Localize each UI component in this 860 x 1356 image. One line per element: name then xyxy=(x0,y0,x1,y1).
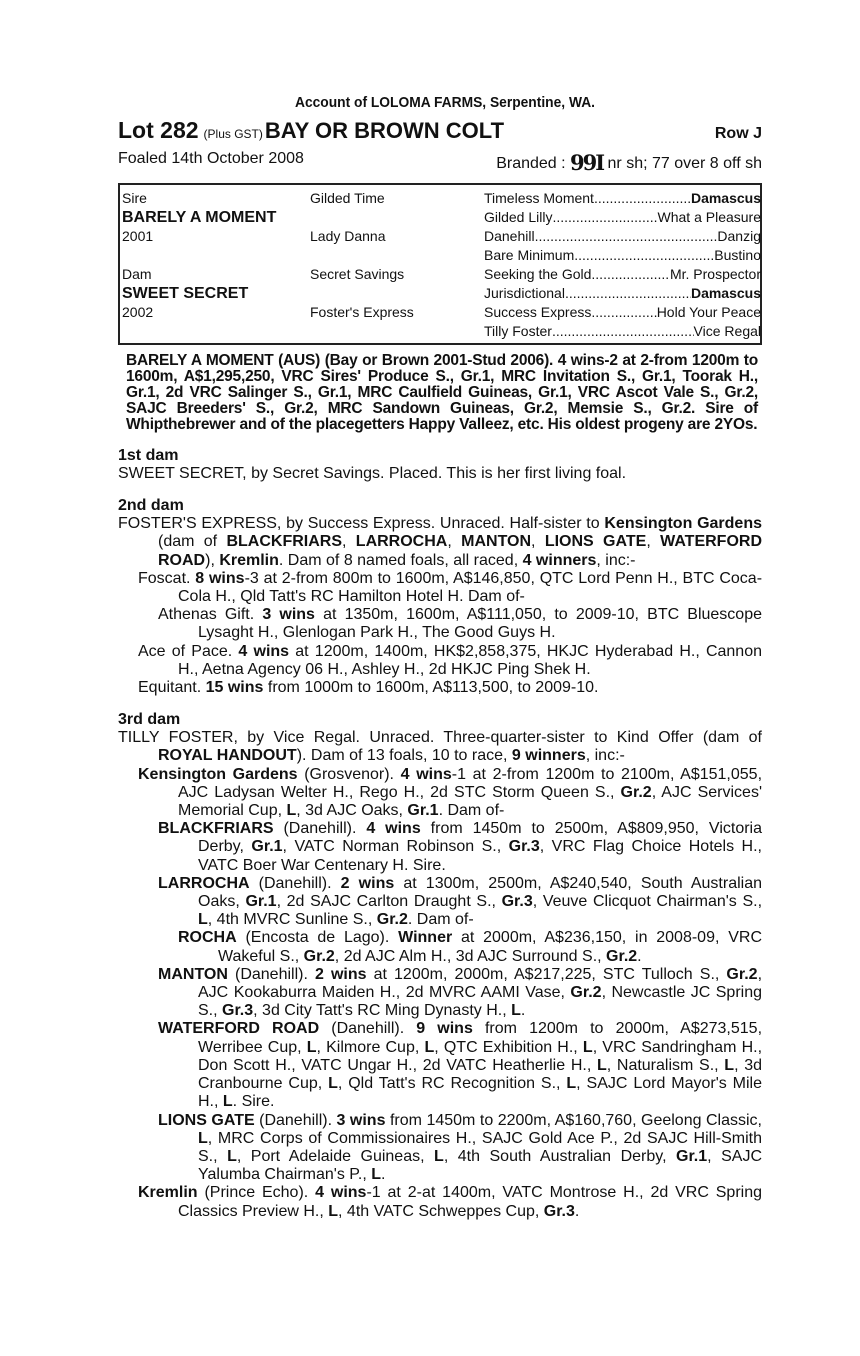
leader-dots xyxy=(591,265,670,284)
ancestor-left: Gilded Lilly xyxy=(484,209,553,225)
ancestor-right: Damascus xyxy=(690,285,761,301)
second-dam-body xyxy=(118,515,762,697)
ancestor-left: Bare Minimum xyxy=(484,247,575,263)
third-dam-heading: 3rd dam xyxy=(118,711,181,729)
pedigree-great-grandparents-column xyxy=(484,189,761,341)
pedigree-cell: SWEET SECRET xyxy=(122,285,249,302)
produce-record: LARROCHA (Danehill). 2 wins at 1300m, 2500m, A$240,540, South Australian Oaks, Gr.1, 2d SAJC Carlton Draught S., Gr.3, Veuve Clicquot Chairman's S., L, 4th MVRC Sunline S., Gr.2. Dam of- xyxy=(158,874,763,929)
produce-record: MANTON (Danehill). 2 wins at 1200m, 2000m, A$217,225, STC Tulloch S., Gr.2, AJC Kookaburra Maiden H., 2d MVRC AAMI Vase, Gr.2, Newcastle JC Spring S., Gr.3, 3d City Tatt's RC Ming Dynasty H., L. xyxy=(158,965,763,1020)
produce-record: Kremlin (Prince Echo). 4 wins-1 at 2-at 1400m, VATC Montrose H., 2d VRC Spring Classics Preview H., L, 4th VATC Schweppes Cup, Gr.3. xyxy=(138,1184,763,1220)
pedigree-cell: 2001 xyxy=(122,228,154,244)
plus-gst: (Plus GST) xyxy=(203,127,263,141)
pedigree-cell xyxy=(310,246,480,265)
pedigree-ancestor-row xyxy=(484,284,761,303)
pedigree-cell xyxy=(122,246,307,265)
ancestor-right: Danzig xyxy=(717,228,761,244)
ancestor-right: Hold Your Peace xyxy=(656,304,761,320)
ancestor-left: Danehill xyxy=(484,228,535,244)
ancestor-right: Vice Regal xyxy=(693,323,761,339)
leader-dots xyxy=(591,303,656,322)
pedigree-cell: BARELY A MOMENT xyxy=(122,209,277,226)
leader-dots xyxy=(594,189,691,208)
produce-record: Foscat. 8 wins-3 at 2-from 800m to 1600m, A$146,850, QTC Lord Penn H., BTC Coca-Cola H., Qld Tatt's RC Hamilton Hotel H. Dam of- xyxy=(138,569,763,606)
produce-record: Equitant. 15 wins from 1000m to 1600m, A$113,500, to 2009-10. xyxy=(138,679,599,697)
ancestor-left: Seeking the Gold xyxy=(484,266,592,282)
first-dam-heading: 1st dam xyxy=(118,447,179,464)
foaled-date: Foaled 14th October 2008 xyxy=(118,150,304,167)
third-dam-body xyxy=(118,729,762,1220)
pedigree-ancestor-row xyxy=(484,208,761,227)
ancestor-right: Mr. Prospector xyxy=(669,266,761,282)
catalogue-page xyxy=(118,94,762,1221)
branded-info xyxy=(496,150,762,175)
produce-record: Athenas Gift. 3 wins at 1350m, 1600m, A$111,050, to 2009-10, BTC Bluescope Lysaght H., Glenlogan Park H., The Good Guys H. xyxy=(158,606,763,642)
produce-record: WATERFORD ROAD (Danehill). 9 wins from 1200m to 2000m, A$273,515, Werribee Cup, L, Kilmore Cup, L, QTC Exhibition H., L, VRC Sandringham H., Don Scott H., VATC Ungar H., 2d VATC Heatherlie H., L, Naturalism S., L, 3d Cranbourne Cup, L, Qld Tatt's RC Recognition S., L, SAJC Lord Mayor's Mile H., L. Sire. xyxy=(158,1020,763,1111)
ancestor-left: Jurisdictional xyxy=(484,285,565,301)
pedigree-ancestor-row xyxy=(484,189,761,208)
pedigree-cell xyxy=(310,322,480,341)
foaled-row xyxy=(118,150,762,175)
leader-dots xyxy=(565,284,691,303)
lot-row xyxy=(118,117,762,144)
pedigree-cell: 2002 xyxy=(122,304,154,320)
brand-mark: 99I xyxy=(570,150,604,175)
pedigree-cell: Lady Danna xyxy=(310,228,386,244)
pedigree-cell: Dam xyxy=(122,266,152,282)
pedigree-ancestor-row xyxy=(484,303,761,322)
leader-dots xyxy=(574,246,714,265)
pedigree-cell xyxy=(310,284,480,303)
ancestor-left: Success Express xyxy=(484,304,592,320)
ancestor-left: Tilly Foster xyxy=(484,323,552,339)
sire-summary: BARELY A MOMENT (AUS) (Bay or Brown 2001-Stud 2006). 4 wins-2 at 2-from 1200m to 1600m, A$1,295,250, VRC Sires' Produce S., Gr.1, MRC Invitation S., Gr.1, Toorak H., Gr.1, 2d VRC Salinger S., Gr.1, MRC Caulfield Guineas, Gr.1, VRC Ascot Vale S., Gr.2, SAJC Breeders' S., Gr.2, MRC Sandown Guineas, Gr.2, Memsie S., Gr.2. Sire of Whipthebrewer and of the placegetters Happy Valleez, etc. His oldest progeny are 2YOs. xyxy=(126,352,758,433)
pedigree-ancestor-row xyxy=(484,322,761,341)
row-label: Row J xyxy=(714,125,762,142)
ancestor-right: What a Pleasure xyxy=(657,209,761,225)
ancestor-right: Bustino xyxy=(714,247,761,263)
pedigree-cell: Foster's Express xyxy=(310,304,414,320)
ancestor-right: Damascus xyxy=(690,190,761,206)
produce-record: FOSTER'S EXPRESS, by Success Express. Unraced. Half-sister to Kensington Gardens (dam of BLACKFRIARS, LARROCHA, MANTON, LIONS GATE, WATERFORD ROAD), Kremlin. Dam of 8 named foals, all raced, 4 winners, inc:- xyxy=(118,515,763,569)
pedigree-cell: Sire xyxy=(122,190,147,206)
third-dam-section xyxy=(118,711,762,1220)
produce-record: TILLY FOSTER, by Vice Regal. Unraced. Three-quarter-sister to Kind Offer (dam of ROYAL HANDOUT). Dam of 13 foals, 10 to race, 9 winners, inc:- xyxy=(118,729,762,765)
produce-record: Kensington Gardens (Grosvenor). 4 wins-1 at 2-from 1200m to 2100m, A$151,055, AJC Ladysan Welter H., Rego H., 2d STC Storm Queen S., Gr.2, AJC Services' Memorial Cup, L, 3d AJC Oaks, Gr.1. Dam of- xyxy=(138,765,763,820)
pedigree-ancestor-row xyxy=(484,265,761,284)
leader-dots xyxy=(552,322,694,341)
lot-title: BAY OR BROWN COLT xyxy=(264,118,505,143)
produce-record: Ace of Pace. 4 wins at 1200m, 1400m, HK$2,858,375, HKJC Hyderabad H., Cannon H., Aetna Agency 06 H., Ashley H., 2d HKJC Ping Shek H. xyxy=(138,642,763,678)
branded-text: nr sh; 77 over 8 off sh xyxy=(607,155,762,172)
pedigree-table xyxy=(118,183,762,345)
leader-dots xyxy=(552,208,657,227)
pedigree-parents-column xyxy=(122,189,307,341)
pedigree-ancestor-row xyxy=(484,227,761,246)
pedigree-grandparents-column xyxy=(310,189,480,341)
produce-record: ROCHA (Encosta de Lago). Winner at 2000m, A$236,150, in 2008-09, VRC Wakeful S., Gr.2, 2d AJC Alm H., 3d AJC Surround S., Gr.2. xyxy=(178,929,762,965)
ancestor-left: Timeless Moment xyxy=(484,190,594,206)
pedigree-cell: Secret Savings xyxy=(310,266,405,282)
first-dam-text: SWEET SECRET, by Secret Savings. Placed. This is her first living foal. xyxy=(118,465,627,482)
pedigree-cell: Gilded Time xyxy=(310,190,385,206)
pedigree-ancestor-row xyxy=(484,246,761,265)
second-dam-section xyxy=(118,497,762,697)
leader-dots xyxy=(535,227,718,246)
pedigree-cell xyxy=(122,322,307,341)
second-dam-heading: 2nd dam xyxy=(118,497,184,515)
pedigree-cell xyxy=(310,208,480,227)
produce-record: LIONS GATE (Danehill). 3 wins from 1450m to 2200m, A$160,760, Geelong Classic, L, MRC Corps of Commissionaires H., SAJC Gold Ace P., 2d SAJC Hill-Smith S., L, Port Adelaide Guineas, L, 4th South Australian Derby, Gr.1, SAJC Yalumba Chairman's P., L. xyxy=(158,1111,763,1184)
first-dam-section xyxy=(118,447,762,483)
produce-record: BLACKFRIARS (Danehill). 4 wins from 1450m to 2500m, A$809,950, Victoria Derby, Gr.1, VATC Norman Robinson S., Gr.3, VRC Flag Choice Hotels H., VATC Boer War Centenary H. Sire. xyxy=(158,820,763,874)
account-line: Account of LOLOMA FARMS, Serpentine, WA. xyxy=(294,94,596,111)
lot-number: Lot 282 xyxy=(118,117,199,143)
branded-label: Branded : xyxy=(496,155,566,172)
